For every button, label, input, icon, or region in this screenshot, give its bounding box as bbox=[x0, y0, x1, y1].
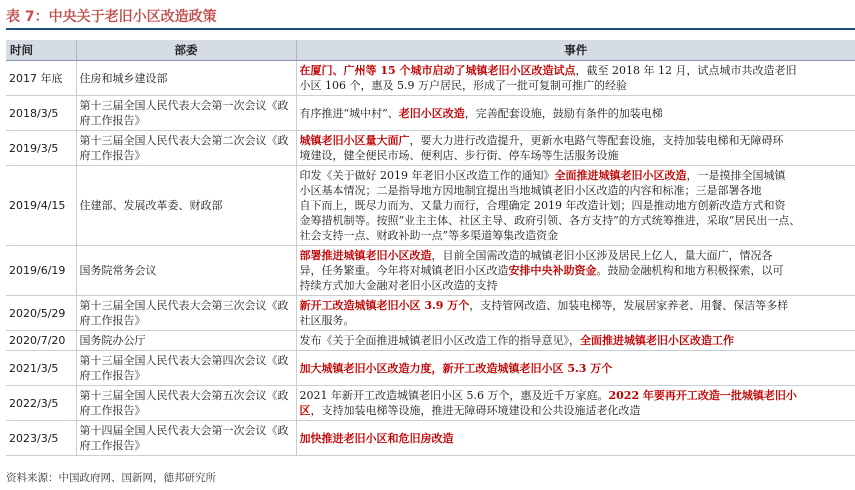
event-highlight: 在厦门、广州等 15 个城市启动了城镇老旧小区改造试点 bbox=[299, 64, 576, 77]
cell-time: 2022/3/5 bbox=[6, 386, 76, 421]
event-text: 境建设，健全便民市场、便利店、步行街、停车场等生活服务设施 bbox=[299, 149, 619, 162]
cell-event bbox=[296, 131, 855, 166]
cell-department: 第十三届全国人民代表大会第四次会议《政府工作报告》 bbox=[76, 351, 296, 386]
cell-department: 住建部、发展改革委、财政部 bbox=[76, 166, 296, 246]
event-text: ，完善配套设施，鼓励有条件的加装电梯 bbox=[464, 106, 663, 120]
cell-department: 第十三届全国人民代表大会第五次会议《政府工作报告》 bbox=[76, 386, 296, 421]
event-line bbox=[300, 263, 853, 278]
cell-event bbox=[296, 351, 855, 386]
table-row bbox=[6, 166, 855, 246]
event-text: ，目前全国需改造的城镇老旧小区涉及居民上亿人，量大面广，情况各 bbox=[431, 249, 773, 262]
cell-department: 住房和城乡建设部 bbox=[76, 61, 296, 96]
event-line bbox=[300, 333, 853, 348]
event-text: ，一是摸排全国城镇 bbox=[686, 169, 786, 182]
event-line bbox=[300, 213, 853, 228]
cell-department: 第十三届全国人民代表大会第三次会议《政府工作报告》 bbox=[76, 296, 296, 331]
cell-time: 2020/7/20 bbox=[6, 331, 76, 351]
event-highlight: 安排中央补助资金 bbox=[508, 264, 597, 277]
event-text: 有序推进“城中村”、 bbox=[299, 106, 399, 120]
table-title: 表 7：中央关于老旧小区改造政策 bbox=[6, 9, 217, 25]
cell-time: 2021/3/5 bbox=[6, 351, 76, 386]
event-text: 社会支持一点、财政补助一点”等多渠道筹集改造资金 bbox=[299, 229, 559, 242]
header-event: 事件 bbox=[296, 40, 855, 61]
event-line bbox=[300, 168, 853, 183]
event-line bbox=[300, 313, 853, 328]
event-line bbox=[300, 248, 853, 263]
cell-department: 第十三届全国人民代表大会第二次会议《政府工作报告》 bbox=[76, 131, 296, 166]
table-row bbox=[6, 421, 855, 456]
event-text: 。鼓励金融机构和地方积极探索，以可 bbox=[596, 264, 784, 277]
event-line bbox=[300, 403, 853, 418]
table-row bbox=[6, 296, 855, 331]
event-text: 异，任务繁重。今年将对城镇老旧小区改造 bbox=[299, 264, 509, 277]
cell-event bbox=[296, 421, 855, 456]
cell-event bbox=[296, 331, 855, 351]
cell-department: 国务院办公厅 bbox=[76, 331, 296, 351]
event-text: 自下而上，既尽力而为、又量力而行，合理确定 2019 年改造计划；四是推动地方创新改造方式和资 bbox=[299, 199, 786, 212]
source-note: 资料来源：中国政府网、国新网，德邦研究所 bbox=[6, 472, 216, 484]
event-text: 小区 106 个，惠及 5.9 万户居民，形成了一批可复制可推广的经验 bbox=[299, 79, 627, 92]
event-text: 小区基本情况；二是指导地方因地制宜提出当地城镇老旧小区改造的内容和标准；三是部署各地 bbox=[299, 184, 762, 197]
header-row bbox=[6, 40, 855, 61]
cell-event bbox=[296, 96, 855, 131]
event-text: 印发《关于做好 2019 年老旧小区改造工作的通知》 bbox=[299, 169, 555, 182]
cell-time: 2019/4/15 bbox=[6, 166, 76, 246]
event-highlight: 区 bbox=[299, 404, 311, 417]
cell-department: 第十四届全国人民代表大会第一次会议《政府工作报告》 bbox=[76, 421, 296, 456]
event-line bbox=[300, 183, 853, 198]
cell-time: 2017 年底 bbox=[6, 61, 76, 96]
event-text: 2021 年新开工改造城镇老旧小区 5.6 万个，惠及近千万家庭。 bbox=[299, 389, 609, 402]
event-highlight: 加快推进老旧小区和危旧房改造 bbox=[299, 431, 454, 445]
cell-event bbox=[296, 166, 855, 246]
table-row bbox=[6, 246, 855, 296]
event-highlight: 新开工改造城镇老旧小区 3.9 万个 bbox=[299, 299, 470, 312]
cell-event bbox=[296, 61, 855, 96]
cell-department: 第十三届全国人民代表大会第一次会议《政府工作报告》 bbox=[76, 96, 296, 131]
table-body bbox=[6, 61, 855, 456]
header-time: 时间 bbox=[6, 40, 76, 61]
table-row bbox=[6, 351, 855, 386]
event-line bbox=[300, 198, 853, 213]
event-text: ，要大力进行改造提升，更新水电路气等配套设施，支持加装电梯和无障碍环 bbox=[409, 134, 784, 147]
event-line bbox=[300, 148, 853, 163]
table-row bbox=[6, 331, 855, 351]
event-highlight: 2022 年要再开工改造一批城镇老旧小 bbox=[608, 389, 797, 402]
table-row bbox=[6, 131, 855, 166]
cell-department: 国务院常务会议 bbox=[76, 246, 296, 296]
event-line bbox=[300, 298, 853, 313]
event-highlight: 全面推进城镇老旧小区改造 bbox=[554, 169, 687, 182]
table-row bbox=[6, 386, 855, 421]
cell-time: 2019/6/19 bbox=[6, 246, 76, 296]
event-highlight: 老旧小区改造 bbox=[398, 106, 465, 120]
event-line bbox=[300, 228, 853, 243]
cell-event bbox=[296, 386, 855, 421]
cell-time: 2018/3/5 bbox=[6, 96, 76, 131]
event-line bbox=[300, 431, 853, 446]
event-line bbox=[300, 106, 853, 121]
event-text: ，截至 2018 年 12 月，试点城市共改造老旧 bbox=[575, 64, 797, 77]
event-text: 发布《关于全面推进城镇老旧小区改造工作的指导意见》， bbox=[299, 334, 580, 347]
event-text: 社区服务。 bbox=[299, 314, 355, 327]
event-line bbox=[300, 278, 853, 293]
policy-table bbox=[6, 40, 855, 456]
cell-time: 2023/3/5 bbox=[6, 421, 76, 456]
event-text: ，支持管网改造、加装电梯等，发展居家养老、用餐、保洁等多样 bbox=[469, 299, 789, 312]
header-department: 部委 bbox=[76, 40, 296, 61]
event-line bbox=[300, 78, 853, 93]
event-line bbox=[300, 63, 853, 78]
table-row bbox=[6, 96, 855, 131]
event-line bbox=[300, 361, 853, 376]
event-line bbox=[300, 133, 853, 148]
event-highlight: 全面推进城镇老旧小区改造工作 bbox=[580, 334, 734, 347]
cell-time: 2019/3/5 bbox=[6, 131, 76, 166]
event-highlight: 城镇老旧小区量大面广 bbox=[299, 134, 410, 147]
cell-event bbox=[296, 246, 855, 296]
event-text: 金筹措机制等。按照“业主主体、社区主导、政府引领、各方支持”的方式统筹推进，采取“居民出一点、 bbox=[299, 214, 801, 227]
cell-time: 2020/5/29 bbox=[6, 296, 76, 331]
event-text: 持续方式加大金融对老旧小区改造的支持 bbox=[299, 279, 498, 292]
event-line bbox=[300, 388, 853, 403]
event-text: ，支持加装电梯等设施，推进无障碍环境建设和公共设施适老化改造 bbox=[310, 404, 641, 417]
event-highlight: 加大城镇老旧小区改造力度，新开工改造城镇老旧小区 5.3 万个 bbox=[299, 361, 613, 375]
table-row bbox=[6, 61, 855, 96]
title-rule bbox=[6, 28, 855, 30]
event-highlight: 部署推进城镇老旧小区改造 bbox=[299, 249, 432, 262]
cell-event bbox=[296, 296, 855, 331]
